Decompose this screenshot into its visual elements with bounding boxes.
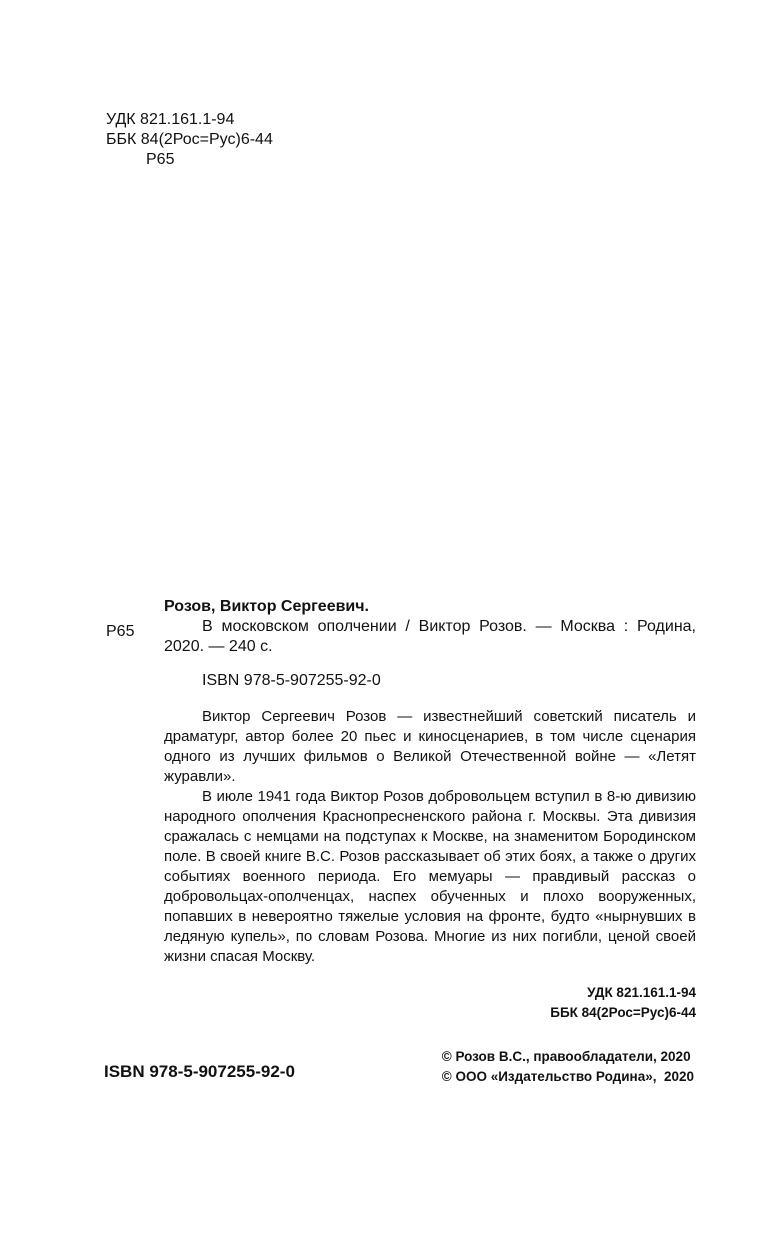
abstract-paragraph: В июле 1941 года Виктор Розов добровольцем вступил в 8-ю дивизию народного ополчения Краснопресненского района г. Москвы. Эта дивизия сражалась с немцами на подступах к Москве, на знаменитом Бородинском поле. В своей книге В.С. Розов рассказывает об этих боях, а также о других событиях военного периода. Его мемуары — правдивый рассказ о добровольцах-ополченцах, наспех обученных и плохо вооруженных, попавших в невероятно тяжелые условия на фронте, будто «нырнувших в ледяную купель», по словам Розова. Многие из них погибли, ценой своей жизни спасая Москву. — [164, 788, 696, 965]
card-bbk-code: ББК 84(2Рос=Рус)6-44 — [550, 1005, 696, 1020]
copyright-line: © Розов В.С., правообладатели, 2020 — [441, 1049, 691, 1064]
card-author: Розов, Виктор Сергеевич. — [164, 598, 369, 615]
card-title-line: В московском ополчении / Виктор Розов. — Москва : Родина, 2020. — 240 с. — [164, 618, 696, 655]
author-mark: Р65 — [146, 151, 175, 168]
bbk-code: ББК 84(2Рос=Рус)6-44 — [106, 131, 273, 148]
abstract-paragraph: Виктор Сергеевич Розов — известнейший советский писатель и драматург, автор более 20 пьес и киносценариев, в том числе сценария одного из лучших фильмов о Великой Отечественной войне — «Летят журавли». — [164, 708, 696, 785]
bibliographic-card — [164, 597, 696, 1023]
copyright-block — [442, 1047, 694, 1087]
card-classification-codes — [164, 983, 696, 1023]
copyright-line: © ООО «Издательство Родина», 2020 — [441, 1069, 694, 1084]
footer-isbn: ISBN 978-5-907255-92-0 — [104, 1062, 295, 1081]
card-isbn: ISBN 978-5-907255-92-0 — [202, 672, 381, 689]
udk-code: УДК 821.161.1-94 — [106, 111, 235, 128]
header-classification-codes — [106, 110, 273, 170]
card-udk-code: УДК 821.161.1-94 — [587, 985, 696, 1000]
card-abstract — [164, 707, 696, 967]
card-author-mark: Р65 — [106, 623, 135, 640]
